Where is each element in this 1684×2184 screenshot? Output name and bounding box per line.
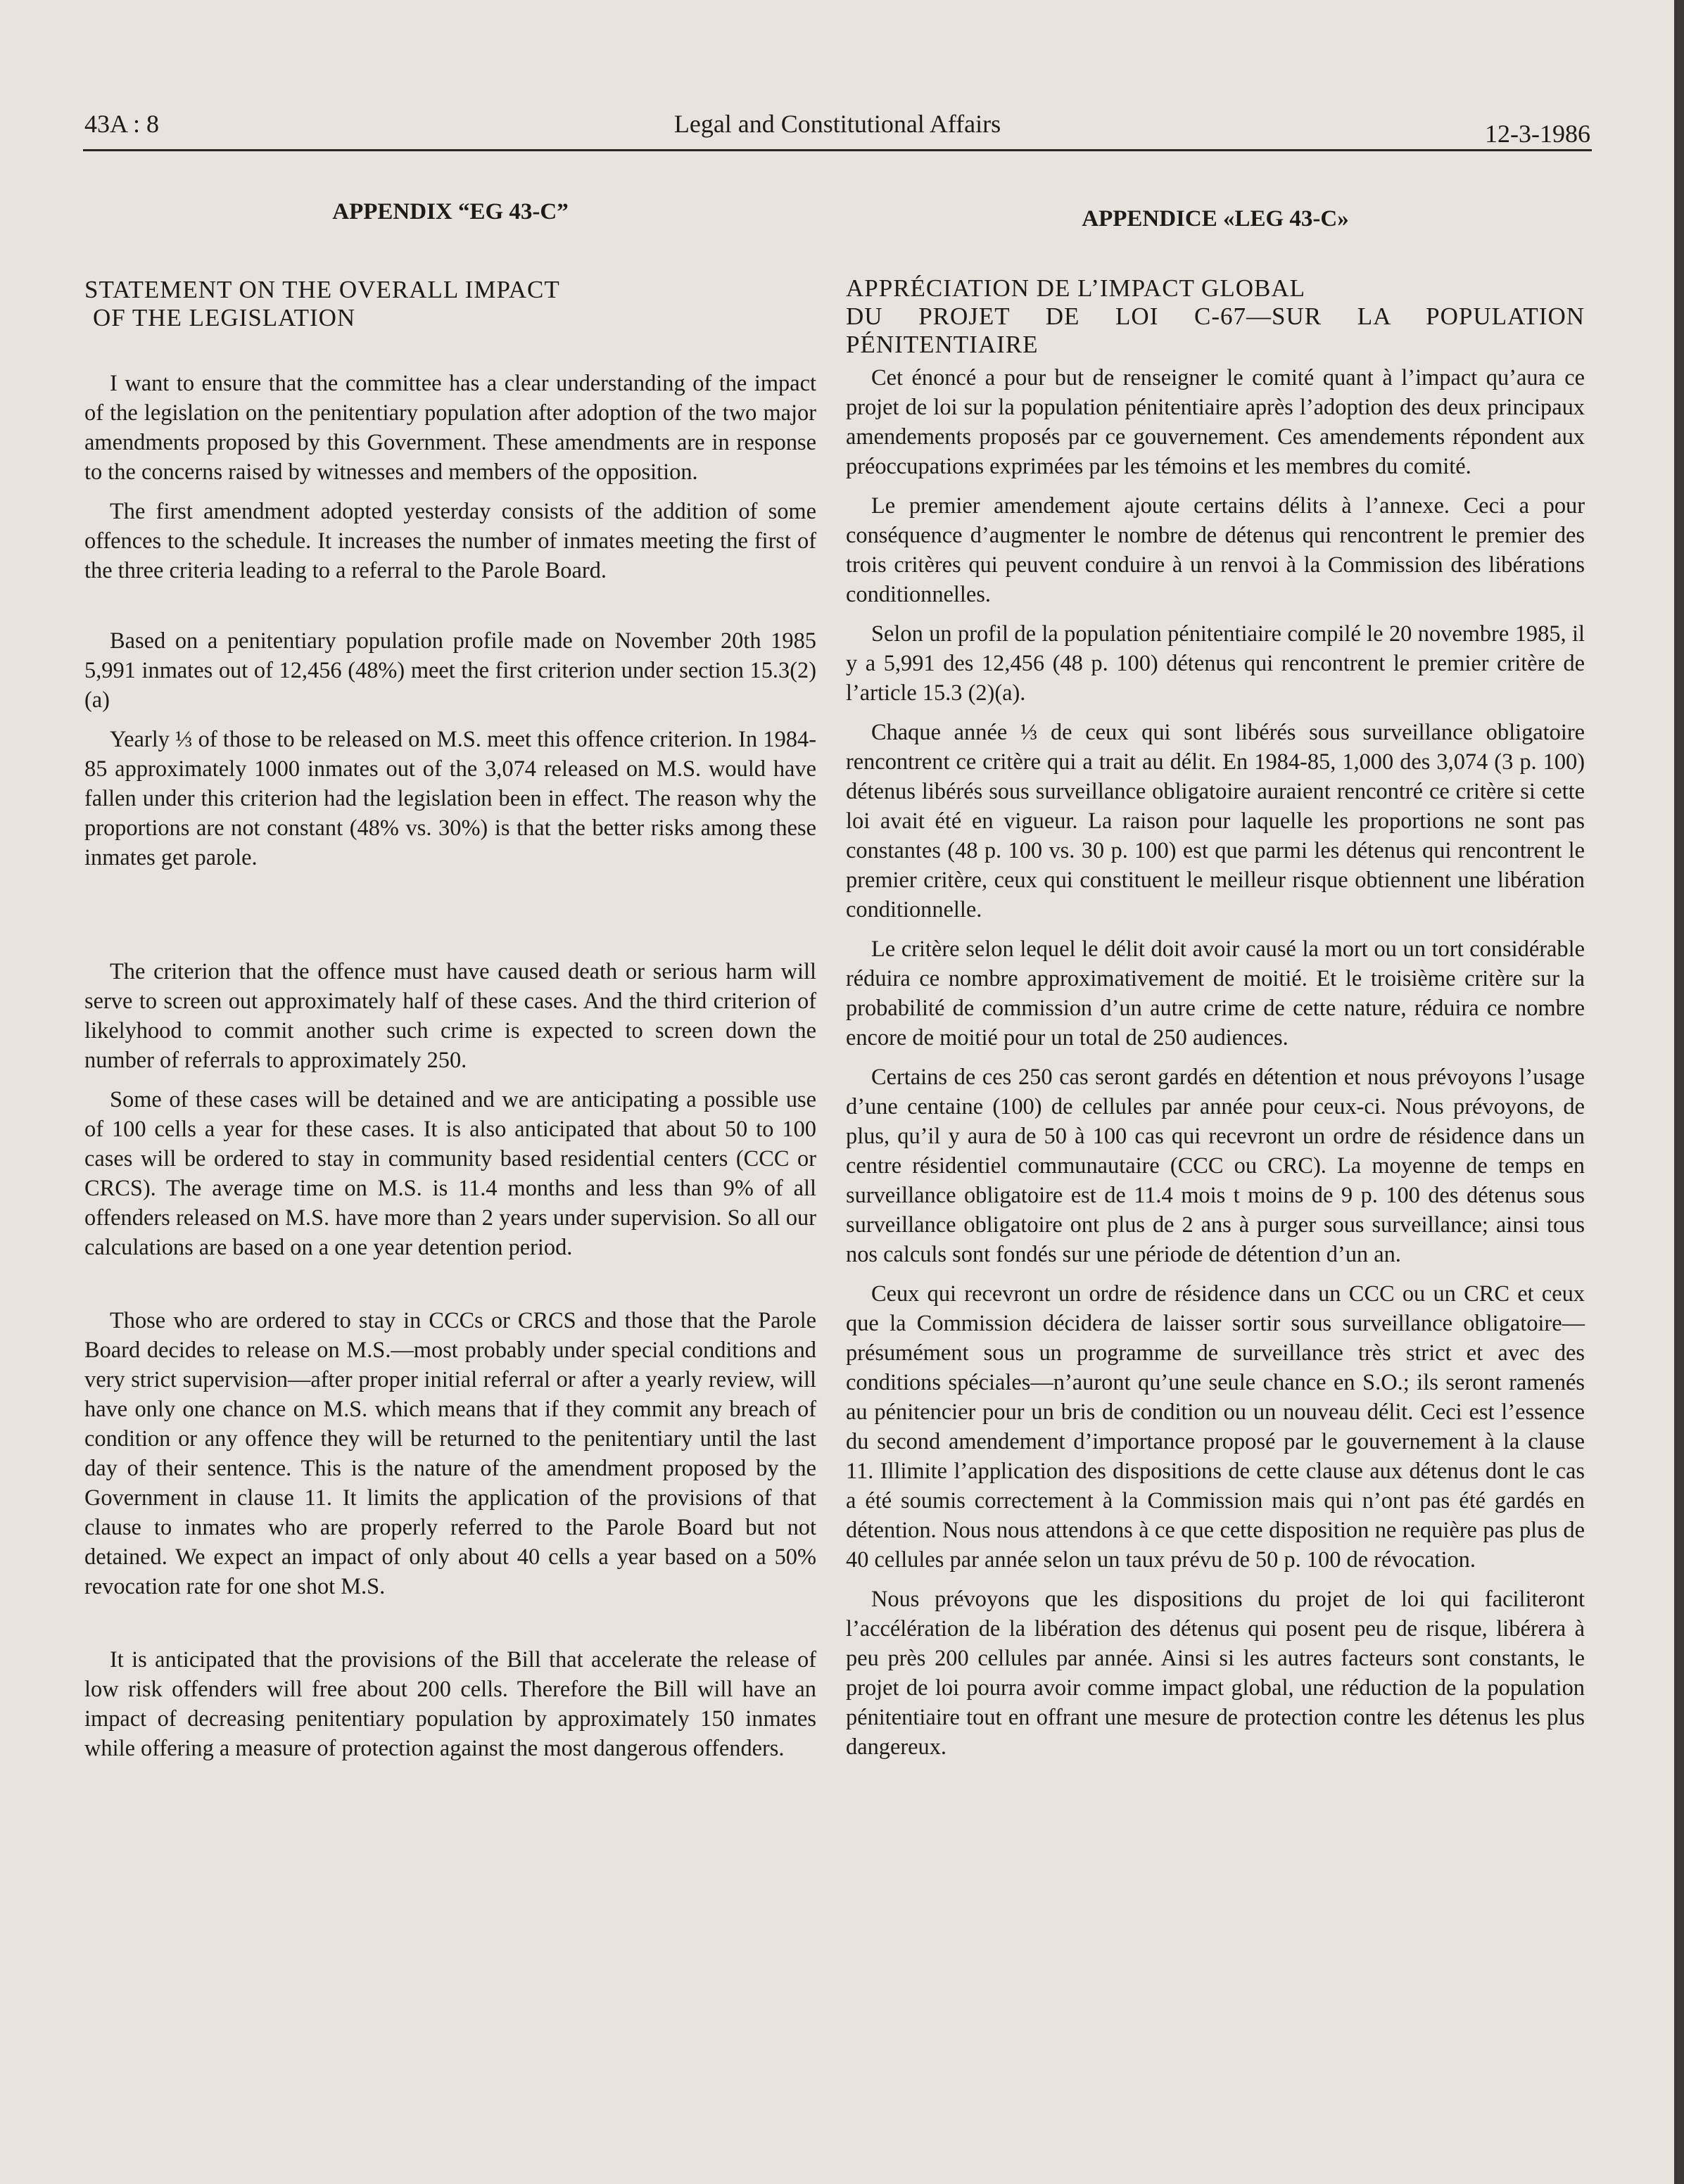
french-paragraph: Le critère selon lequel le délit doit avoir causé la mort ou un tort considérable réduira ce nombre approximativement de moitié. Et le troisième critère sur la probabilité de commission d’un autre crime de cette nature, réduira ce nombre encore de moitié pour un total de 250 audiences. <box>846 937 1585 1050</box>
english-paragraph: Based on a penitentiary population profile made on November 20th 1985 5,991 inmates out of 12,456 (48%) meet the first criterion under section 15.3(2)(a) <box>84 628 816 713</box>
french-paragraph: Selon un profil de la population pénitentiaire compilé le 20 novembre 1985, il y a 5,991 des 12,456 (48 p. 100) détenus qui rencontrent le premier critère de l’article 15.3 (2)(a). <box>846 621 1585 706</box>
french-heading-line: DU PROJET DE LOI C-67—SUR LA POPULATION <box>846 303 1585 330</box>
scan-edge <box>1674 0 1684 2184</box>
french-heading-line: APPRÉCIATION DE L’IMPACT GLOBAL <box>846 274 1305 302</box>
french-paragraph: Cet énoncé a pour but de renseigner le comité quant à l’impact qu’aura ce projet de loi sur la population pénitentiaire après l’adoption des deux principaux amendements proposés par ce gouvernement. Ces amendements répondent aux préoccupations exprimées par les témoins et les membres du comité. <box>846 365 1585 479</box>
english-heading <box>84 276 816 332</box>
french-column <box>846 197 1585 1762</box>
french-paragraph: Chaque année ⅓ de ceux qui sont libérés sous surveillance obligatoire rencontrent ce critère qui a trait au délit. En 1984-85, 1,000 des 3,074 (3 p. 100) détenus libérés sous surveillance obligatoire auraient rencontré ce critère si cette loi avait été en vigueur. La raison pour laquelle les proportions ne sont pas constantes (48 p. 100 vs. 30 p. 100) est que parmi les détenus qui rencontrent le premier critère, ceux qui constituent le meilleur risque obtiennent une libération conditionnelle. <box>846 720 1585 922</box>
french-paragraph: Ceux qui recevront un ordre de résidence dans un CCC ou un CRC et ceux que la Commission décidera de laisser sortir sous surveillance obligatoire—présumément sous un programme de surveillance très strict et avec des conditions spéciales—n’auront qu’une seule chance en S.O.; ils seront ramenés au pénitencier pour un bris de condition ou un nouveau délit. Ceci est l’essence du second amendement d’importance proposé par le gouvernement à la clause 11. Illimite l’application des dispositions de cette clause aux détenus dont le cas a été soumis correctement à la Commission mais qui n’ont pas été gardés en détention. Nous nous attendons à ce que cette disposition ne requière pas plus de 40 cellules par année selon un taux prévu de 50 p. 100 de révocation. <box>846 1281 1585 1573</box>
page-number: 43A : 8 <box>84 110 160 138</box>
english-paragraph: The first amendment adopted yesterday consists of the addition of some offences to the schedule. It increases the number of inmates meeting the first of the three criteria leading to a referral to the Parole Board. <box>84 499 816 583</box>
running-header <box>84 109 1590 151</box>
french-appendix-title: APPENDICE «LEG 43-C» <box>1082 206 1349 231</box>
header-date: 12-3-1986 <box>1485 120 1590 148</box>
french-paragraph: Le premier amendement ajoute certains délits à l’annexe. Ceci a pour conséquence d’augmenter le nombre de détenus qui rencontrent le premier des trois critères qui peuvent conduire à un renvoi à la Commission des libérations conditionnelles. <box>846 493 1585 607</box>
english-paragraph: It is anticipated that the provisions of the Bill that accelerate the release of low risk offenders will free about 200 cells. Therefore the Bill will have an impact of decreasing penitentiary population by approximately 150 inmates while offering a measure of protection against the most dangerous offenders. <box>84 1647 816 1761</box>
english-paragraph: The criterion that the offence must have caused death or serious harm will serve to screen out approximately half of these cases. And the third criterion of likelyhood to commit another such crime is expected to screen down the number of referrals to approximately 250. <box>84 959 816 1073</box>
english-paragraph: I want to ensure that the committee has a clear understanding of the impact of the legislation on the penitentiary population after adoption of the two major amendments proposed by this Government. These amendments are in response to the concerns raised by witnesses and members of the opposition. <box>84 371 816 485</box>
english-heading-line: OF THE LEGISLATION <box>93 304 356 331</box>
publication-title: Legal and Constitutional Affairs <box>673 110 1001 138</box>
french-heading <box>846 274 1585 359</box>
english-paragraph: Yearly ⅓ of those to be released on M.S. meet this offence criterion. In 1984-85 approximately 1000 inmates out of the 3,074 released on M.S. would have fallen under this criterion had the legislation been in effect. The reason why the proportions are not constant (48% vs. 30%) is that the better risks among these inmates get parole. <box>84 727 816 870</box>
header-rule <box>83 149 1592 151</box>
french-paragraph: Nous prévoyons que les dispositions du projet de loi qui faciliteront l’accélération de la libération des détenus qui posent peu de risque, libérera à peu près 200 cellules par année. Ainsi si les autres facteurs sont constants, le projet de loi pourra avoir comme impact global, une réduction de la population pénitentiaire tout en offrant une mesure de protection contre les détenus les plus dangereux. <box>846 1587 1585 1760</box>
french-heading-line: PÉNITENTIAIRE <box>846 331 1039 358</box>
english-heading-line: STATEMENT ON THE OVERALL IMPACT <box>84 276 560 303</box>
english-paragraph: Those who are ordered to stay in CCCs or CRCS and those that the Parole Board decides to release on M.S.—most probably under special conditions and very strict supervision—after proper initial referral or after a yearly review, will have only one chance on M.S. which means that if they commit any breach of condition or any offence they will be returned to the penitentiary until the last day of their sentence. This is the nature of the amendment proposed by the Government in clause 11. It limits the application of the provisions of that clause to inmates who are properly referred to the Parole Board but not detained. We expect an impact of only about 40 cells a year based on a 50% revocation rate for one shot M.S. <box>84 1308 816 1599</box>
english-appendix-title: APPENDIX “EG 43-C” <box>332 199 569 224</box>
french-paragraph: Certains de ces 250 cas seront gardés en détention et nous prévoyons l’usage d’une centaine (100) de cellules par année pour ceux-ci. Nous prévoyons, de plus, qu’il y aura de 50 à 100 cas qui recevront un ordre de résidence dans un centre résidentiel communautaire (CCC ou CRC). La moyenne de temps en surveillance obligatoire est de 11.4 mois t moins de 9 p. 100 des détenus sous surveillance obligatoire ont plus de 2 ans à purger sous surveillance; ainsi tous nos calculs sont fondés sur une période de détention d’un an. <box>846 1065 1585 1267</box>
english-paragraph: Some of these cases will be detained and we are anticipating a possible use of 100 cells a year for these cases. It is also anticipated that about 50 to 100 cases will be ordered to stay in community based residential centers (CCC or CRCS). The average time on M.S. is 11.4 months and less than 9% of all offenders released on M.S. have more than 2 years under supervision. So all our calculations are based on a one year detention period. <box>84 1087 816 1260</box>
english-column <box>84 197 816 1763</box>
